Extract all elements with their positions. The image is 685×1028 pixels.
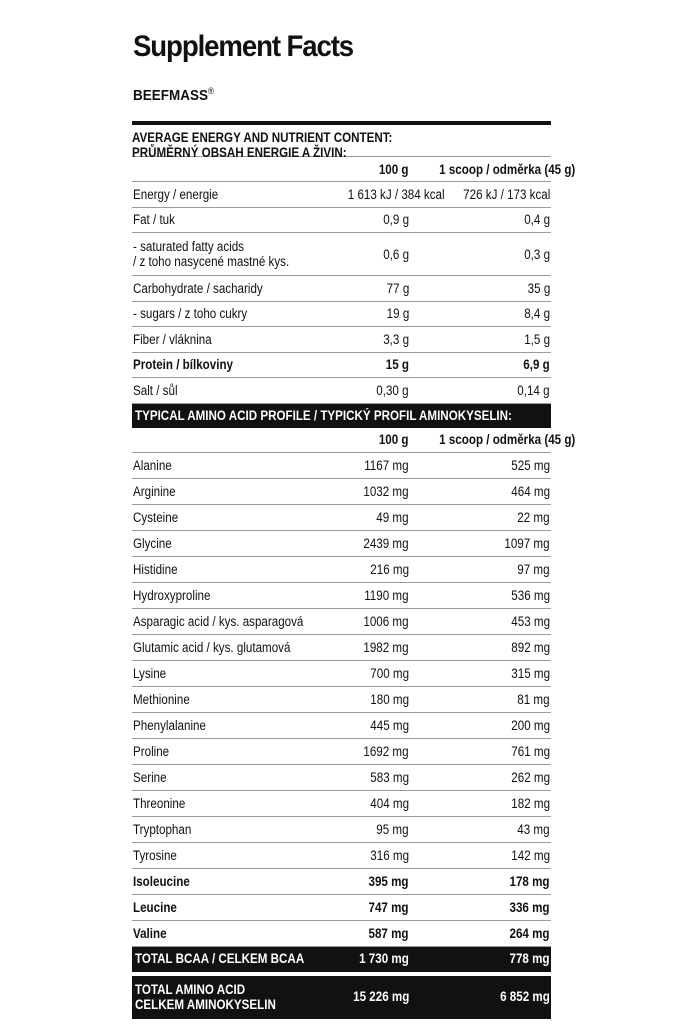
row-label xyxy=(132,510,333,525)
row-per100-text: 1006 mg xyxy=(363,613,409,629)
row-label xyxy=(132,588,333,603)
row-per100-text: 316 mg xyxy=(370,847,409,863)
row-perscoop xyxy=(417,796,550,811)
row-perscoop-text: 200 mg xyxy=(511,717,550,733)
row-per100-text: 1032 mg xyxy=(363,483,409,499)
row-per100-text: 1167 mg xyxy=(364,457,409,473)
row-label-text: Lysine xyxy=(133,665,167,681)
row-perscoop-text: 761 mg xyxy=(511,743,550,759)
table-row xyxy=(132,208,551,234)
amino-section-heading xyxy=(132,404,551,428)
row-label-text: Glutamic acid / kys. glutamová xyxy=(133,639,291,655)
row-per100 xyxy=(332,666,409,681)
row-per100 xyxy=(332,874,409,889)
row-per100 xyxy=(332,989,409,1004)
row-perscoop xyxy=(417,187,550,202)
row-label-text: Leucine xyxy=(133,899,177,915)
table-row xyxy=(132,713,551,739)
row-perscoop-text: 0,3 g xyxy=(524,246,550,262)
table-row xyxy=(132,505,551,531)
row-per100 xyxy=(332,458,409,473)
row-label xyxy=(132,926,333,941)
row-label-text: Histidine xyxy=(133,561,178,577)
row-perscoop xyxy=(417,357,550,372)
table-row xyxy=(132,276,551,302)
row-per100 xyxy=(332,332,409,347)
row-per100 xyxy=(332,186,445,202)
row-per100 xyxy=(332,247,409,262)
row-perscoop-text: 97 mg xyxy=(517,561,550,577)
row-perscoop-text: 6,9 g xyxy=(523,357,550,373)
row-per100-text: 2439 mg xyxy=(363,535,409,551)
row-perscoop-text: 81 mg xyxy=(517,691,550,707)
row-per100 xyxy=(332,926,409,941)
row-per100 xyxy=(332,770,409,785)
row-per100-text: 3,3 g xyxy=(383,331,409,347)
row-per100-text: 15 g xyxy=(385,357,409,373)
row-label xyxy=(132,484,333,499)
product-name-text: BEEFMASS xyxy=(133,87,209,104)
row-per100 xyxy=(332,951,409,966)
table-row xyxy=(132,921,551,947)
row-perscoop xyxy=(417,989,550,1004)
row-label-text: Asparagic acid / kys. asparagová xyxy=(133,613,304,629)
row-per100-text: 445 mg xyxy=(370,717,409,733)
row-perscoop-text: 43 mg xyxy=(517,821,550,837)
col-100g-header xyxy=(332,162,409,177)
row-per100 xyxy=(332,588,409,603)
row-perscoop xyxy=(417,822,550,837)
row-perscoop-text: 8,4 g xyxy=(524,306,550,322)
amino-column-header xyxy=(132,428,576,453)
row-label xyxy=(132,796,333,811)
table-row xyxy=(132,635,551,661)
row-per100 xyxy=(332,306,409,321)
row-per100-text: 49 mg xyxy=(376,509,409,525)
energy-rows xyxy=(132,182,551,404)
row-label xyxy=(132,281,333,296)
row-perscoop-text: 6 852 mg xyxy=(500,989,550,1004)
row-label xyxy=(132,982,335,1012)
row-perscoop-text: 453 mg xyxy=(511,613,550,629)
table-row xyxy=(132,233,551,276)
row-perscoop xyxy=(417,247,550,262)
row-label-text: Protein / bílkoviny xyxy=(133,357,234,373)
row-perscoop xyxy=(417,510,550,525)
row-perscoop-text: 1097 mg xyxy=(504,535,550,551)
row-label-text: Salt / sůl xyxy=(133,382,178,398)
page-title: Supplement Facts xyxy=(133,30,354,63)
row-label xyxy=(132,718,333,733)
row-perscoop xyxy=(417,848,550,863)
row-per100 xyxy=(332,562,409,577)
row-per100-text: 700 mg xyxy=(370,665,409,681)
row-label-text: Fiber / vláknina xyxy=(133,331,212,347)
row-per100-text: 0,9 g xyxy=(383,212,409,228)
total-amino-row xyxy=(132,976,551,1019)
row-per100-text: 1 613 kJ / 384 kcal xyxy=(347,186,445,202)
table-row xyxy=(132,453,551,479)
row-per100-text: 395 mg xyxy=(368,873,409,889)
row-perscoop xyxy=(417,951,550,966)
row-label-text: - sugars / z toho cukry xyxy=(133,306,248,322)
table-row xyxy=(132,791,551,817)
row-label xyxy=(132,770,333,785)
row-per100-text: 19 g xyxy=(386,306,409,322)
row-label-text: Energy / energie xyxy=(133,186,219,202)
row-perscoop-text: 892 mg xyxy=(511,639,550,655)
row-perscoop xyxy=(417,536,550,551)
row-per100-text: 95 mg xyxy=(376,821,409,837)
row-per100 xyxy=(332,900,409,915)
row-label xyxy=(132,666,333,681)
row-perscoop xyxy=(417,484,550,499)
table-row xyxy=(132,869,551,895)
table-row xyxy=(132,353,551,379)
energy-heading-line1: AVERAGE ENERGY AND NUTRIENT CONTENT: xyxy=(132,130,393,145)
row-perscoop-text: 0,4 g xyxy=(524,212,550,228)
row-per100 xyxy=(332,536,409,551)
row-per100-text: 583 mg xyxy=(370,769,409,785)
total-bcaa-row xyxy=(132,947,551,972)
row-per100 xyxy=(332,281,409,296)
row-label-line2: / z toho nasycené mastné kys. xyxy=(133,254,290,269)
row-label-text: Phenylalanine xyxy=(133,717,206,733)
row-perscoop-text: 464 mg xyxy=(511,483,550,499)
energy-heading-line2: PRŮMĚRNÝ OBSAH ENERGIE A ŽIVIN: xyxy=(132,145,347,160)
row-perscoop xyxy=(417,666,550,681)
row-perscoop-text: 35 g xyxy=(527,280,550,296)
row-perscoop-text: 22 mg xyxy=(517,509,550,525)
row-perscoop xyxy=(417,332,550,347)
row-perscoop xyxy=(417,640,550,655)
table-row xyxy=(132,843,551,869)
row-per100 xyxy=(332,848,409,863)
row-per100-text: 0,30 g xyxy=(376,382,409,398)
row-perscoop-text: 315 mg xyxy=(511,665,550,681)
row-label-text: Fat / tuk xyxy=(133,212,175,228)
row-per100-text: 0,6 g xyxy=(383,246,409,262)
table-row xyxy=(132,609,551,635)
row-label-text: TOTAL BCAA / CELKEM BCAA xyxy=(135,951,305,966)
row-per100-text: 587 mg xyxy=(368,925,409,941)
row-label xyxy=(132,900,333,915)
row-perscoop-text: 178 mg xyxy=(509,873,550,889)
col-scoop-header xyxy=(417,432,576,447)
energy-column-header xyxy=(132,157,576,182)
row-label xyxy=(132,332,333,347)
row-perscoop-text: 336 mg xyxy=(509,899,550,915)
table-row xyxy=(132,765,551,791)
row-label-text: Valine xyxy=(133,925,167,941)
row-label-text: Threonine xyxy=(133,795,186,811)
row-label xyxy=(132,306,333,321)
table-row xyxy=(132,479,551,505)
row-per100-text: 15 226 mg xyxy=(352,989,409,1004)
amino-rows xyxy=(132,453,551,947)
row-label-text: Cysteine xyxy=(133,509,179,525)
row-per100-text: 1692 mg xyxy=(363,743,409,759)
table-row xyxy=(132,739,551,765)
row-per100-text: 1 730 mg xyxy=(359,951,409,966)
row-perscoop-text: 778 mg xyxy=(509,951,550,966)
row-label xyxy=(132,187,333,202)
row-label-text: Isoleucine xyxy=(133,873,190,889)
row-label xyxy=(132,692,333,707)
row-perscoop xyxy=(417,212,550,227)
row-label-text: Serine xyxy=(133,769,167,785)
row-per100 xyxy=(332,744,409,759)
row-perscoop xyxy=(417,770,550,785)
row-per100 xyxy=(332,822,409,837)
row-label-text: Tyrosine xyxy=(133,847,177,863)
row-perscoop xyxy=(417,562,550,577)
row-per100 xyxy=(332,383,409,398)
table-row xyxy=(132,302,551,328)
table-row xyxy=(132,583,551,609)
col-100g-header xyxy=(332,432,409,447)
row-per100 xyxy=(332,484,409,499)
row-perscoop-text: 536 mg xyxy=(511,587,550,603)
row-label xyxy=(132,383,333,398)
col-scoop-header-text: 1 scoop / odměrka (45 g) xyxy=(439,432,576,447)
row-perscoop-text: 142 mg xyxy=(511,847,550,863)
row-perscoop-text: 1,5 g xyxy=(524,331,550,347)
row-label xyxy=(132,212,333,227)
row-per100 xyxy=(332,212,409,227)
registered-mark: ® xyxy=(208,86,214,96)
row-perscoop xyxy=(417,926,550,941)
row-label-line1: - saturated fatty acids xyxy=(133,239,244,254)
facts-panel xyxy=(132,121,576,1019)
row-label-text: Hydroxyproline xyxy=(133,587,211,603)
row-per100-text: 1982 mg xyxy=(363,639,409,655)
col-100g-header-text: 100 g xyxy=(379,161,409,177)
row-label-text: Proline xyxy=(133,743,170,759)
row-per100-text: 180 mg xyxy=(370,691,409,707)
energy-section-heading xyxy=(132,125,551,160)
row-perscoop xyxy=(417,874,550,889)
col-scoop-header-text: 1 scoop / odměrka (45 g) xyxy=(439,161,576,177)
row-per100-text: 747 mg xyxy=(368,899,409,915)
row-perscoop xyxy=(417,306,550,321)
row-label-text: Glycine xyxy=(133,535,172,551)
row-label xyxy=(132,874,333,889)
row-perscoop xyxy=(417,900,550,915)
row-per100 xyxy=(332,357,409,372)
row-label-text: Alanine xyxy=(133,457,172,473)
product-name xyxy=(133,86,214,104)
row-perscoop xyxy=(417,588,550,603)
row-perscoop-text: 726 kJ / 173 kcal xyxy=(462,186,550,202)
row-perscoop xyxy=(417,692,550,707)
amino-heading-text: TYPICAL AMINO ACID PROFILE / TYPICKÝ PROFIL AMINOKYSELIN: xyxy=(135,407,512,423)
row-label xyxy=(132,640,333,655)
row-perscoop-text: 262 mg xyxy=(511,769,550,785)
row-label-text: Tryptophan xyxy=(133,821,192,837)
table-row xyxy=(132,557,551,583)
row-label-text: Carbohydrate / sacharidy xyxy=(133,280,263,296)
row-per100 xyxy=(332,510,409,525)
row-perscoop xyxy=(417,383,550,398)
row-label xyxy=(132,357,333,372)
row-per100 xyxy=(332,692,409,707)
row-label xyxy=(132,951,335,966)
table-row xyxy=(132,687,551,713)
table-row xyxy=(132,182,551,208)
row-perscoop xyxy=(417,718,550,733)
row-perscoop-text: 0,14 g xyxy=(517,382,550,398)
row-per100-text: 77 g xyxy=(386,280,409,296)
table-row xyxy=(132,531,551,557)
row-label xyxy=(132,744,333,759)
row-label-text: Methionine xyxy=(133,691,190,707)
row-per100-text: 216 mg xyxy=(370,561,409,577)
row-perscoop-text: 264 mg xyxy=(509,925,550,941)
table-row xyxy=(132,895,551,921)
row-perscoop xyxy=(417,458,550,473)
col-scoop-header xyxy=(417,161,576,177)
row-label xyxy=(132,614,333,629)
row-per100-text: 404 mg xyxy=(370,795,409,811)
row-per100 xyxy=(332,718,409,733)
row-label xyxy=(132,458,333,473)
table-row xyxy=(132,378,551,404)
row-per100 xyxy=(332,640,409,655)
row-perscoop xyxy=(417,614,550,629)
row-perscoop-text: 182 mg xyxy=(511,795,550,811)
row-label xyxy=(132,562,333,577)
row-perscoop-text: 525 mg xyxy=(511,457,550,473)
row-label xyxy=(132,239,333,269)
row-label-text: Arginine xyxy=(133,483,176,499)
row-perscoop xyxy=(417,744,550,759)
col-100g-header-text: 100 g xyxy=(379,432,409,447)
table-row xyxy=(132,817,551,843)
row-label xyxy=(132,536,333,551)
table-row xyxy=(132,661,551,687)
row-label xyxy=(132,822,333,837)
row-label xyxy=(132,848,333,863)
row-per100 xyxy=(332,614,409,629)
row-perscoop xyxy=(417,281,550,296)
row-per100-text: 1190 mg xyxy=(364,587,409,603)
row-label-line1: TOTAL AMINO ACID xyxy=(135,981,246,997)
row-per100 xyxy=(332,796,409,811)
row-label-line2: CELKEM AMINOKYSELIN xyxy=(135,996,276,1012)
table-row xyxy=(132,327,551,353)
